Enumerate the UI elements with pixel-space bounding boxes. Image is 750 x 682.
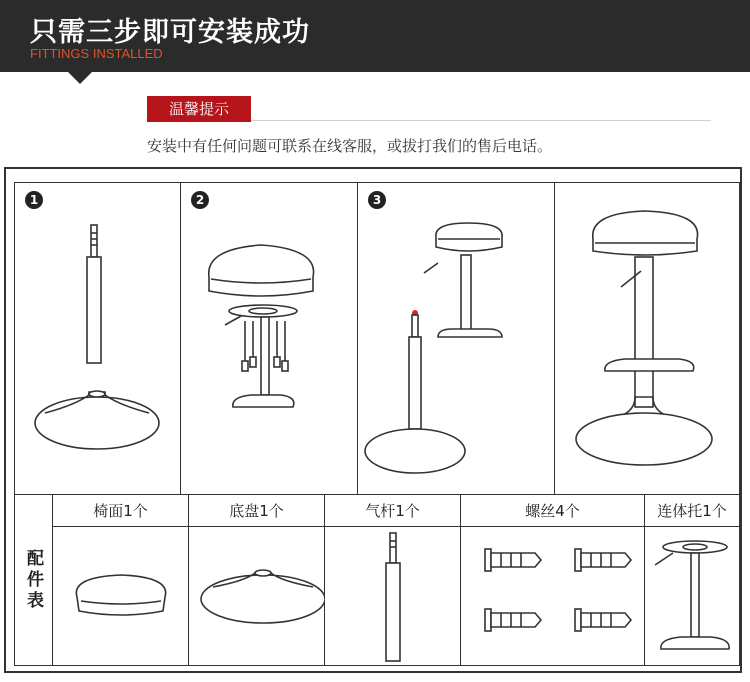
part-base: [189, 495, 325, 665]
part-screws: [461, 495, 645, 665]
step-1-panel: [14, 182, 180, 494]
step-3-panel: [357, 182, 554, 494]
step-3-number: 3: [368, 191, 386, 209]
part-seat-name: 椅面1个: [53, 495, 188, 527]
tip-divider: [251, 120, 711, 121]
step-2-panel: [180, 182, 357, 494]
step-4-panel: [554, 182, 740, 494]
tip-badge: 温馨提示: [147, 96, 251, 122]
screw-icon: [461, 527, 645, 665]
base-icon: [189, 527, 325, 665]
gas-lift-icon: [325, 527, 461, 665]
banner-notch: [68, 72, 92, 84]
seat-icon: [53, 527, 189, 665]
step-1-number: 1: [25, 191, 43, 209]
insert-lift-into-base-drawing: [358, 183, 555, 495]
instructions-panel: [14, 182, 740, 666]
gas-lift-and-base-drawing: [15, 183, 181, 495]
part-bracket-name: 连体托1个: [645, 495, 739, 527]
parts-label-text: 配件表: [23, 548, 43, 612]
assembled-bar-stool-drawing: [555, 183, 741, 495]
banner-title: 只需三步即可安装成功: [30, 17, 310, 48]
banner-subtitle: FITTINGS INSTALLED: [30, 46, 163, 61]
part-seat: [53, 495, 189, 665]
header-banner: [0, 0, 750, 72]
seat-screws-footrest-drawing: [181, 183, 358, 495]
step-2-number: 2: [191, 191, 209, 209]
part-gas-lift: [325, 495, 461, 665]
bracket-footrest-icon: [645, 527, 739, 665]
part-screws-name: 螺丝4个: [461, 495, 644, 527]
part-base-name: 底盘1个: [189, 495, 324, 527]
parts-table: [14, 494, 740, 666]
part-bracket: [645, 495, 739, 665]
parts-label: [15, 495, 53, 665]
tip-text: 安装中有任何问题可联系在线客服，或拔打我们的售后电话。: [147, 137, 553, 155]
part-gas-lift-name: 气杆1个: [325, 495, 460, 527]
